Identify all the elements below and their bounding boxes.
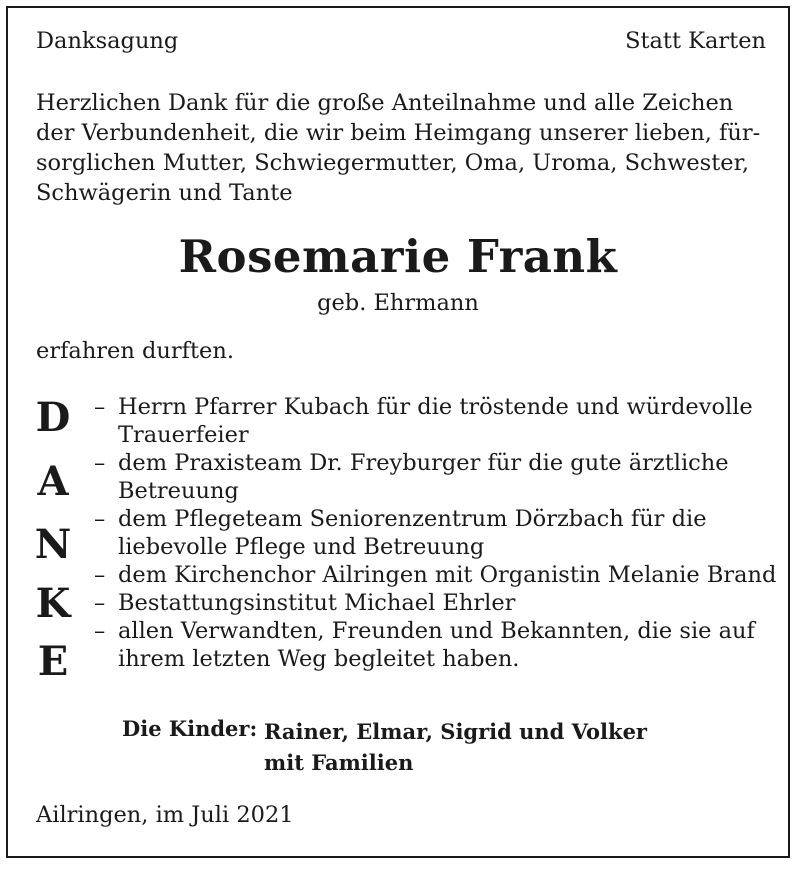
list-dash: – [94,394,106,420]
header-note: Statt Karten [625,28,766,54]
danke-letter-e: E [37,638,69,685]
thanks-item-continuation: liebevolle Pflege und Betreuung [118,534,485,560]
list-dash: – [94,450,106,476]
signature-names [264,716,647,778]
header-title: Danksagung [36,28,179,54]
obituary-frame [6,6,790,858]
thanks-item-continuation: Betreuung [118,478,239,504]
list-dash: – [94,562,106,588]
danke-letter-d: D [35,394,71,441]
signature-names-line: mit Familien [264,750,414,775]
danke-letter-k: K [35,580,71,627]
signature-label: Die Kinder: [122,716,258,741]
danke-letter-a: A [37,458,69,505]
intro-line: sorglichen Mutter, Schwiegermutter, Oma, Uroma, Schwester, [36,150,750,176]
thanks-item: dem Pflegeteam Seniorenzentrum Dörzbach für die [118,506,707,532]
thanks-item: Bestattungsinstitut Michael Ehrler [118,590,516,616]
danke-letter-n: N [34,521,72,568]
deceased-name: Rosemarie Frank [178,230,618,283]
intro-line: Schwägerin und Tante [36,180,293,206]
list-dash: – [94,618,106,644]
list-dash: – [94,590,106,616]
outro-text: erfahren durften. [36,338,234,364]
place-date: Ailringen, im Juli 2021 [36,802,294,828]
thanks-item: allen Verwandten, Freunden und Bekannten, die sie auf [118,618,755,644]
signature-names-line: Rainer, Elmar, Sigrid und Volker [264,719,647,744]
thanks-item-continuation: Trauerfeier [118,422,249,448]
thanks-item: dem Kirchenchor Ailringen mit Organistin Melanie Brand [118,562,777,588]
intro-line: der Verbundenheit, die wir beim Heimgang unserer lieben, für- [36,120,761,146]
birth-name: geb. Ehrmann [317,290,479,316]
intro-line: Herzlichen Dank für die große Anteilnahme und alle Zeichen [36,90,734,116]
thanks-item-continuation: ihrem letzten Weg begleitet haben. [118,646,520,672]
list-dash: – [94,506,106,532]
thanks-item: dem Praxisteam Dr. Freyburger für die gute ärztliche [118,450,729,476]
thanks-item: Herrn Pfarrer Kubach für die tröstende und würdevolle [118,394,753,420]
intro-text [36,88,760,208]
